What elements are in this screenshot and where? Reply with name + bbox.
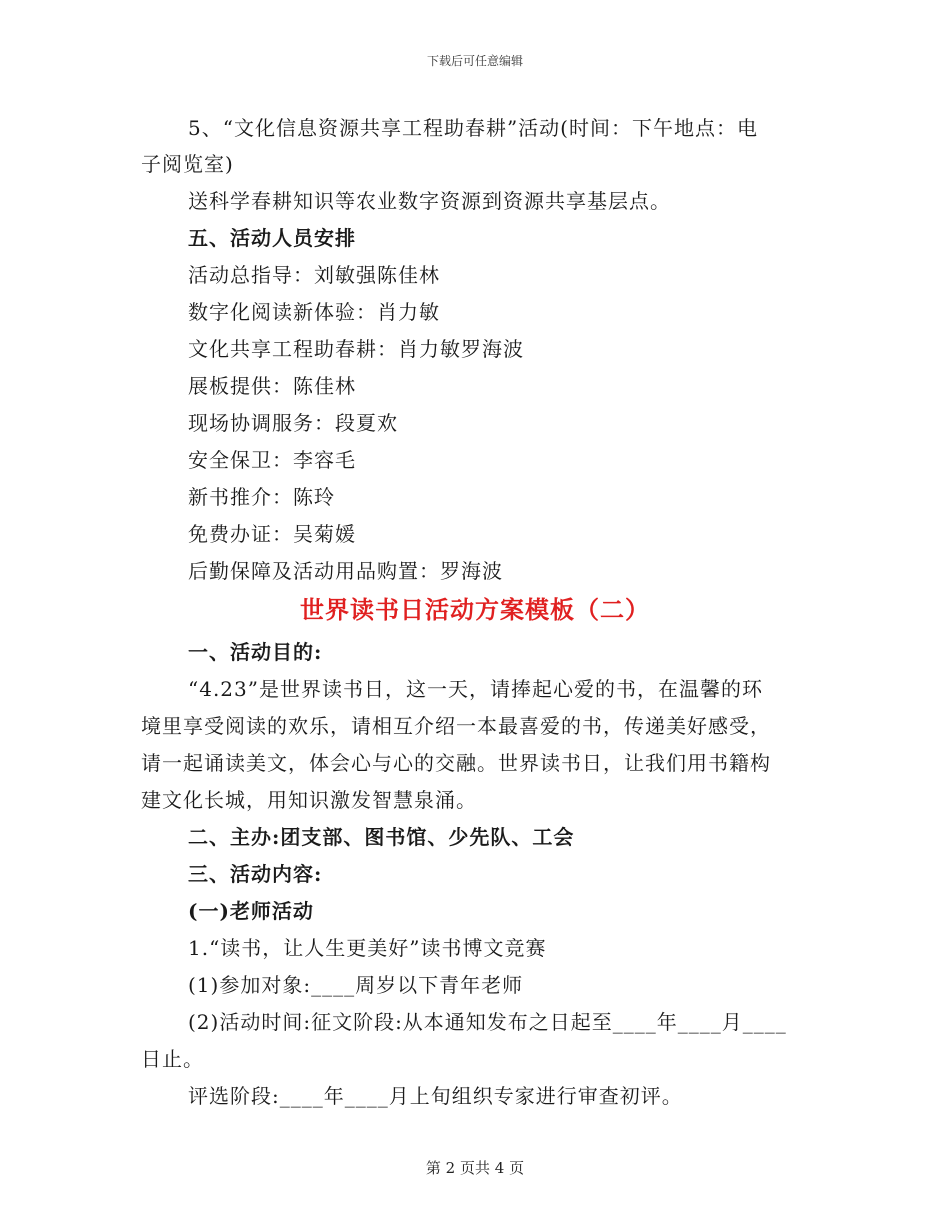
section-2-heading: 二、主办:团支部、图书馆、少先队、工会 <box>188 825 575 849</box>
subsection-heading: (一)老师活动 <box>188 899 314 923</box>
staff-line: 安全保卫：李容毛 <box>188 448 356 472</box>
purpose-paragraph-line: 请一起诵读美文，体会心与心的交融。世界读书日，让我们用书籍构 <box>141 751 771 775</box>
staff-line: 文化共享工程助春耕：肖力敏罗海波 <box>188 337 524 361</box>
activity-detail: (2)活动时间:征文阶段:从本通知发布之日起至____年____月____ <box>188 1010 787 1034</box>
staff-line: 展板提供：陈佳林 <box>188 374 356 398</box>
document-title: 世界读书日活动方案模板（二） <box>300 595 650 624</box>
activity-item: 1.“读书，让人生更美好”读书博文竞赛 <box>188 936 547 960</box>
activity-detail: 评选阶段:____年____月上旬组织专家进行审查初评。 <box>188 1084 683 1108</box>
staff-line: 数字化阅读新体验：肖力敏 <box>188 300 440 324</box>
section-5-heading: 五、活动人员安排 <box>188 226 356 250</box>
staff-line: 活动总指导：刘敏强陈佳林 <box>188 263 440 287</box>
item-5-description: 送科学春耕知识等农业数字资源到资源共享基层点。 <box>188 189 671 213</box>
purpose-paragraph-line: 建文化长城，用知识激发智慧泉涌。 <box>141 788 477 812</box>
activity-detail: 日止。 <box>141 1047 204 1071</box>
staff-line: 免费办证：吴菊媛 <box>188 522 356 546</box>
section-3-heading: 三、活动内容: <box>188 862 323 886</box>
activity-detail: (1)参加对象:____周岁以下青年老师 <box>188 973 524 997</box>
purpose-paragraph-line: 境里享受阅读的欢乐，请相互介绍一本最喜爱的书，传递美好感受， <box>141 714 771 738</box>
item-5-line-2: 子阅览室) <box>141 152 234 176</box>
staff-line: 现场协调服务：段夏欢 <box>188 411 398 435</box>
staff-line: 后勤保障及活动用品购置：罗海波 <box>188 559 503 583</box>
item-5-line-1: 5、“文化信息资源共享工程助春耕”活动(时间：下午地点：电 <box>188 116 758 140</box>
purpose-paragraph-line: “4.23”是世界读书日，这一天，请捧起心爱的书，在温馨的环 <box>188 677 763 701</box>
section-1-heading: 一、活动目的: <box>188 640 323 664</box>
page-header: 下载后可任意编辑 <box>426 54 523 68</box>
staff-line: 新书推介：陈玲 <box>188 485 335 509</box>
page-footer: 第 2 页共 4 页 <box>425 1159 525 1177</box>
